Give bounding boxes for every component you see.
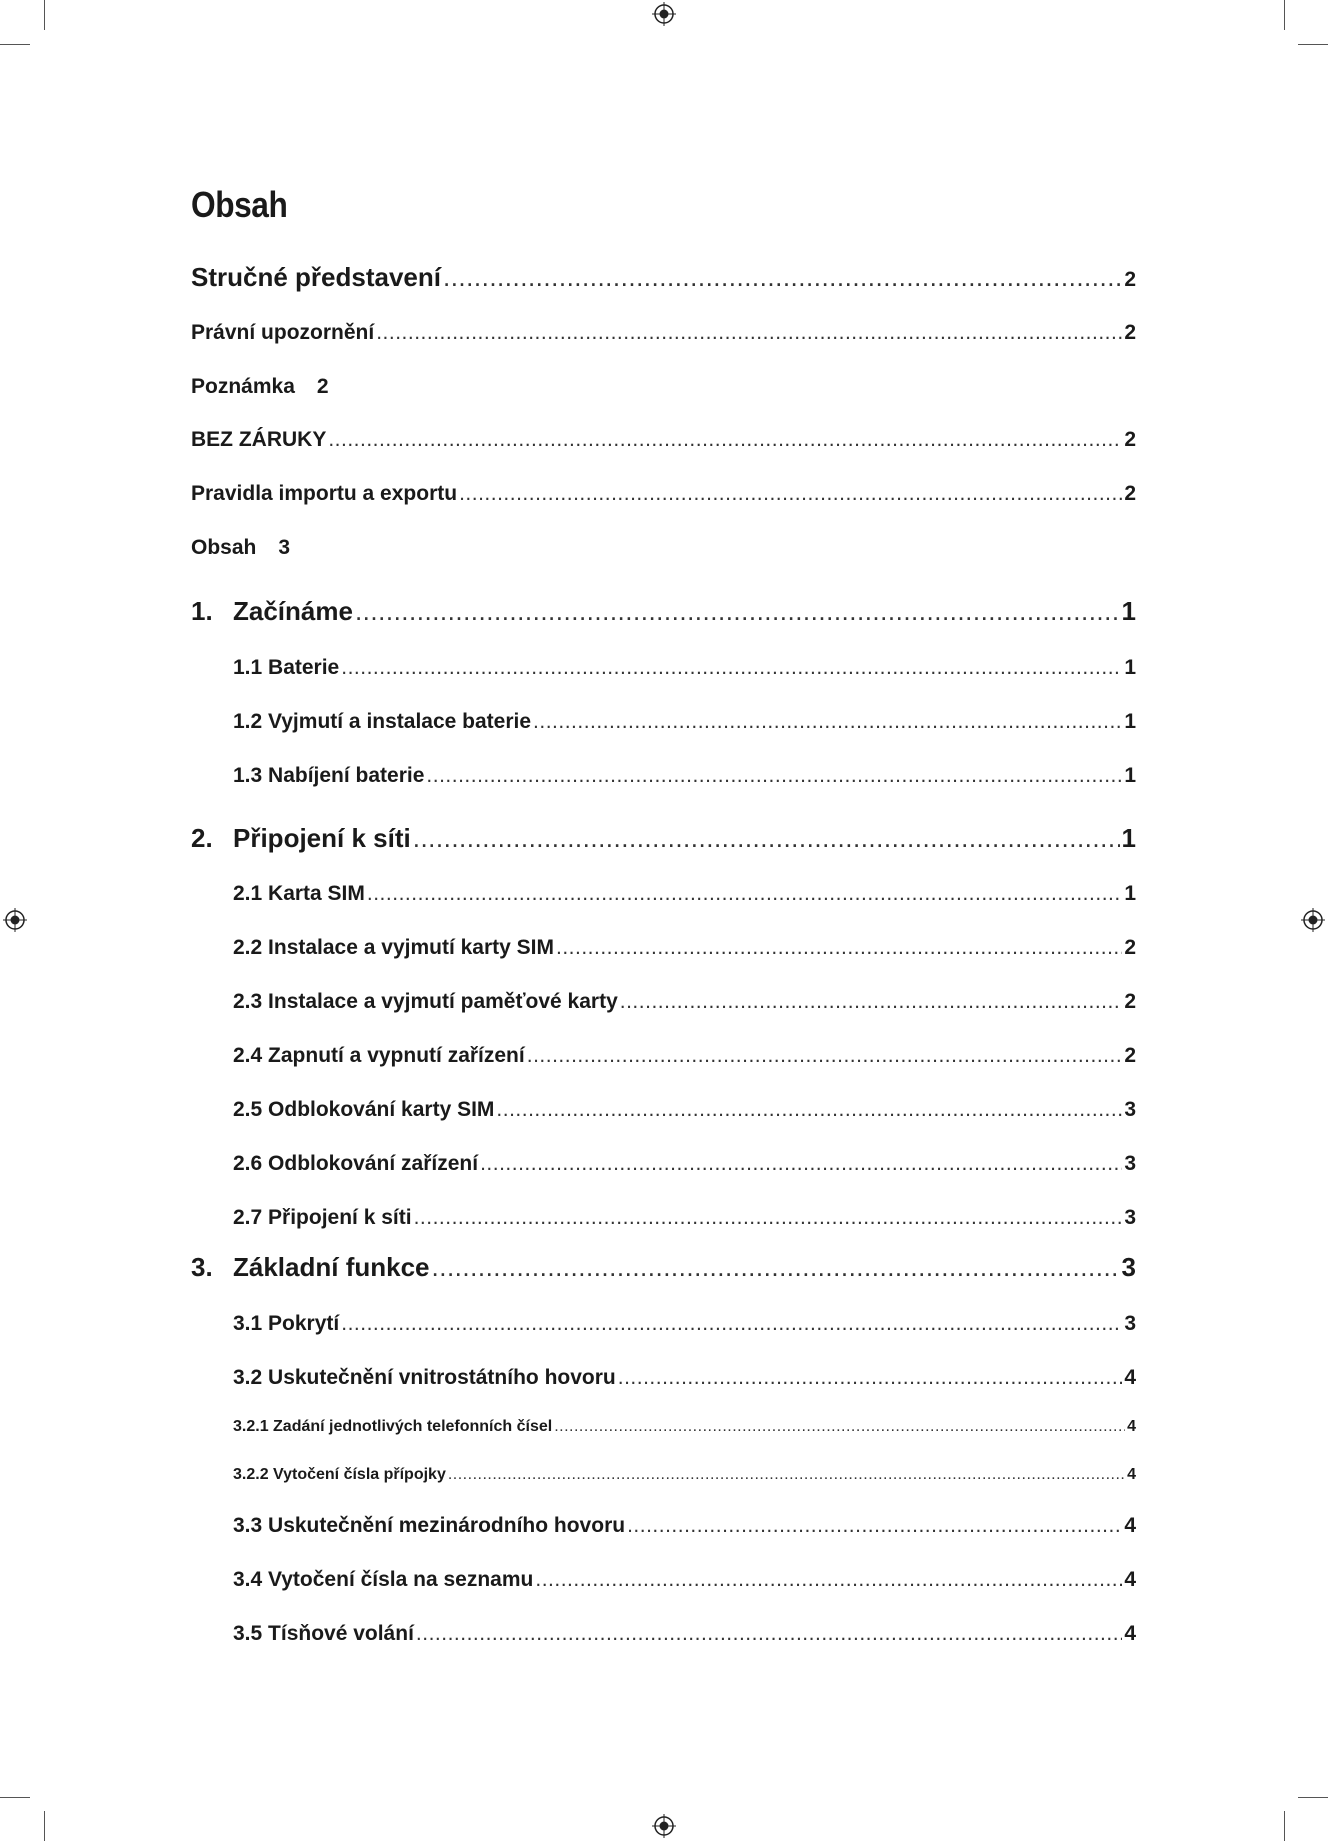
toc-leader	[341, 1312, 1122, 1336]
toc-leader	[459, 482, 1122, 506]
toc-entry-page: 2	[1124, 936, 1136, 959]
toc-leader	[554, 1418, 1125, 1436]
toc-entry-page: 2	[1124, 321, 1136, 344]
toc-entry-label: 3.1 Pokrytí	[233, 1312, 340, 1335]
toc-entry-page: 2	[316, 375, 329, 398]
toc-entry-label: 3.3 Uskutečnění mezinárodního hovoru	[233, 1514, 626, 1537]
toc-entry-page: 4	[1127, 1466, 1136, 1483]
toc-entry[interactable]	[233, 882, 1136, 906]
toc-entry[interactable]	[233, 1312, 1136, 1336]
toc-entry-page: 3	[1124, 1098, 1136, 1121]
registration-mark-icon	[652, 2, 676, 26]
toc-entry[interactable]	[233, 1568, 1136, 1592]
toc-entry-label: 3.2.2 Vytočení čísla přípojky	[233, 1466, 446, 1483]
toc-entry-page: 2	[1124, 268, 1136, 291]
toc-entry[interactable]	[233, 1514, 1136, 1538]
toc-entry-label: Pravidla importu a exportu	[191, 482, 458, 505]
toc-entry[interactable]	[233, 764, 1136, 788]
toc-leader	[414, 1206, 1123, 1230]
toc-chapter-number: 2.	[191, 823, 213, 853]
toc-entry-label: 1.3 Nabíjení baterie	[233, 764, 425, 787]
toc-entry-label: 2.1 Karta SIM	[233, 882, 365, 905]
toc-entry-page: 2	[1124, 990, 1136, 1013]
toc-chapter-number: 1.	[191, 596, 213, 626]
toc-entry-label: 2.3 Instalace a vyjmutí paměťové karty	[233, 990, 618, 1013]
toc-entry-page: 4	[1124, 1622, 1136, 1645]
toc-entry-label: 2.6 Odblokování zařízení	[233, 1152, 479, 1175]
toc-entry-label: Stručné představení	[191, 262, 441, 292]
toc-entry[interactable]	[191, 428, 1136, 452]
page-title: Obsah	[191, 184, 288, 225]
toc-entry-label: BEZ ZÁRUKY	[191, 428, 327, 451]
crop-mark	[1298, 44, 1328, 45]
toc-entry-page: 4	[1124, 1568, 1136, 1591]
toc-entry-label: Začínáme	[233, 596, 353, 626]
registration-mark-icon	[1301, 908, 1325, 932]
toc-leader	[432, 1252, 1120, 1283]
toc-entry[interactable]	[233, 936, 1136, 960]
toc-entry[interactable]	[233, 1098, 1136, 1122]
toc-leader	[341, 656, 1122, 680]
toc-leader	[480, 1152, 1122, 1176]
toc-entry-page: 1	[1124, 710, 1136, 733]
toc-leader	[426, 764, 1122, 788]
crop-mark	[44, 0, 45, 30]
toc-leader	[448, 1466, 1125, 1484]
toc-entry-page: 2	[1124, 482, 1136, 505]
toc-leader	[533, 710, 1122, 734]
toc-entry-label: 2.4 Zapnutí a vypnutí zařízení	[233, 1044, 525, 1067]
toc-entry-page: 1	[1124, 882, 1136, 905]
toc-chapter-number: 3.	[191, 1252, 213, 1282]
toc-leader	[535, 1568, 1122, 1592]
toc-entry-page: 3	[1121, 1252, 1136, 1282]
toc-leader	[618, 1366, 1123, 1390]
toc-entry[interactable]	[191, 321, 1136, 345]
toc-entry-page: 4	[1124, 1514, 1136, 1537]
toc-entry-page: 3	[1124, 1312, 1136, 1335]
toc-entry[interactable]	[233, 1622, 1136, 1646]
toc-entry-page: 4	[1127, 1418, 1136, 1435]
toc-entry-label: 3.2 Uskutečnění vnitrostátního hovoru	[233, 1366, 616, 1389]
toc-entry-label: 1.1 Baterie	[233, 656, 340, 679]
crop-mark	[1284, 1811, 1285, 1841]
toc-entry-label: 2.5 Odblokování karty SIM	[233, 1098, 495, 1121]
toc-entry[interactable]	[233, 1366, 1136, 1390]
crop-mark	[1298, 1797, 1328, 1798]
toc-entry-label: Základní funkce	[233, 1252, 430, 1282]
toc-entry-page: 1	[1124, 764, 1136, 787]
toc-entry-page: 2	[1124, 1044, 1136, 1067]
toc-entry[interactable]	[233, 1206, 1136, 1230]
toc-entry-label: 1.2 Vyjmutí a instalace baterie	[233, 710, 532, 733]
toc-entry[interactable]	[191, 536, 290, 560]
toc-entry[interactable]	[191, 482, 1136, 506]
toc-entry-page: 3	[278, 536, 291, 559]
toc-entry[interactable]	[191, 262, 1136, 293]
crop-mark	[44, 1811, 45, 1841]
toc-entry-page: 2	[1124, 428, 1136, 451]
toc-leader	[416, 1622, 1122, 1646]
toc-leader	[496, 1098, 1122, 1122]
toc-leader	[355, 596, 1120, 627]
toc-entry[interactable]	[233, 656, 1136, 680]
toc-entry-label: Právní upozornění	[191, 321, 375, 344]
toc-leader	[443, 262, 1122, 293]
crop-mark	[0, 1797, 30, 1798]
toc-entry-label: 3.2.1 Zadání jednotlivých telefonních čísel	[233, 1418, 553, 1435]
toc-leader	[328, 428, 1122, 452]
toc-leader	[627, 1514, 1122, 1538]
toc-entry[interactable]	[233, 1418, 1136, 1436]
toc-entry[interactable]	[233, 1152, 1136, 1176]
toc-entry-page: 1	[1121, 596, 1136, 626]
toc-entry-label: Připojení k síti	[233, 823, 411, 853]
toc-entry[interactable]	[233, 990, 1136, 1014]
toc-entry[interactable]	[233, 1044, 1136, 1068]
toc-leader	[620, 990, 1123, 1014]
toc-entry-label: Obsah	[191, 536, 257, 559]
toc-leader	[376, 321, 1122, 345]
crop-mark	[1284, 0, 1285, 30]
toc-entry-label: 2.2 Instalace a vyjmutí karty SIM	[233, 936, 554, 959]
toc-entry-page: 1	[1124, 656, 1136, 679]
registration-mark-icon	[652, 1814, 676, 1838]
toc-entry-label: 2.7 Připojení k síti	[233, 1206, 412, 1229]
toc-entry[interactable]	[191, 375, 329, 399]
toc-leader	[556, 936, 1122, 960]
toc-entry[interactable]	[233, 710, 1136, 734]
toc-leader	[367, 882, 1122, 906]
toc-chapter[interactable]	[191, 596, 1136, 627]
toc-chapter[interactable]	[191, 823, 1136, 854]
toc-entry-label: Poznámka	[191, 375, 295, 398]
toc-leader	[527, 1044, 1123, 1068]
toc-entry-label: 3.4 Vytočení čísla na seznamu	[233, 1568, 534, 1591]
toc-entry-page: 3	[1124, 1206, 1136, 1229]
crop-mark	[0, 44, 30, 45]
toc-chapter[interactable]	[191, 1252, 1136, 1283]
toc-entry-page: 4	[1124, 1366, 1136, 1389]
toc-leader	[413, 823, 1120, 854]
toc-entry-page: 3	[1124, 1152, 1136, 1175]
toc-entry-label: 3.5 Tísňové volání	[233, 1622, 414, 1645]
toc-entry[interactable]	[233, 1466, 1136, 1484]
toc-entry-page: 1	[1121, 823, 1136, 853]
registration-mark-icon	[3, 908, 27, 932]
